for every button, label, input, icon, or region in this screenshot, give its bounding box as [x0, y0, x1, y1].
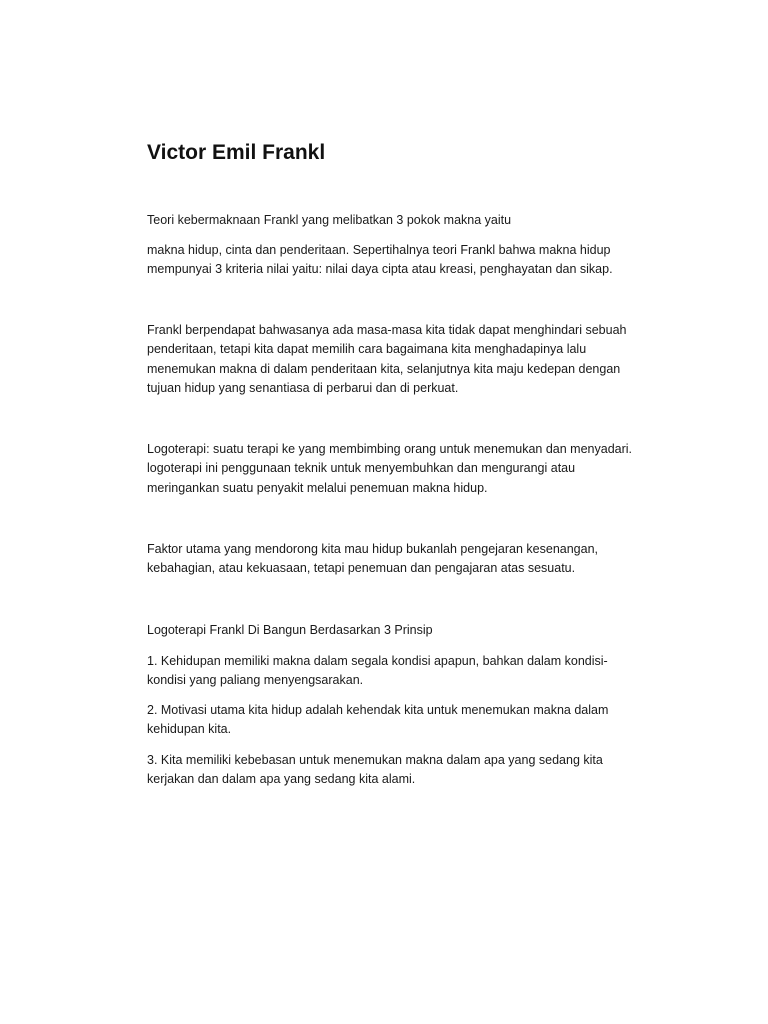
paragraph-intro	[147, 211, 667, 230]
paragraph-line: 1. Kehidupan memiliki makna dalam segala kondisi apapun, bahkan dalam kondisi-	[147, 654, 608, 668]
paragraph-line: Frankl berpendapat bahwasanya ada masa-masa kita tidak dapat menghindari sebuah	[147, 323, 627, 337]
paragraph-line: makna hidup, cinta dan penderitaan. Sepertihalnya teori Frankl bahwa makna hidup	[147, 243, 611, 257]
paragraph-main-factor	[147, 540, 667, 579]
paragraph-suffering	[147, 321, 667, 398]
list-item-principle-3	[147, 751, 667, 790]
list-item-principle-2	[147, 701, 667, 740]
paragraph-line: mempunyai 3 kriteria nilai yaitu: nilai daya cipta atau kreasi, penghayatan dan sikap.	[147, 262, 613, 277]
paragraph-line: kerjakan dan dalam apa yang sedang kita alami.	[147, 772, 416, 787]
paragraph-line: Logoterapi Frankl Di Bangun Berdasarkan 3 Prinsip	[147, 623, 433, 637]
paragraph-line: kebahagian, atau kekuasaan, tetapi penemuan dan pengajaran atas sesuatu.	[147, 561, 576, 576]
paragraph-line: kehidupan kita.	[147, 722, 232, 737]
paragraph-principles-heading	[147, 621, 667, 640]
paragraph-line: kondisi yang paliang menyengsarakan.	[147, 673, 364, 688]
paragraph-meaning-criteria	[147, 241, 667, 280]
paragraph-line: menemukan makna di dalam penderitaan kita, selanjutnya kita maju kedepan dengan	[147, 361, 621, 376]
paragraph-line: tujuan hidup yang senantiasa di perbarui dan di perkuat.	[147, 380, 459, 395]
paragraph-logotherapy	[147, 440, 667, 498]
paragraph-line: Logoterapi: suatu terapi ke yang membimbing orang untuk menemukan dan menyadari.	[147, 442, 633, 456]
paragraph-line: penderitaan, tetapi kita dapat memilih cara bagaimana kita menghadapinya lalu	[147, 342, 587, 357]
paragraph-line: meringankan suatu penyakit melalui penemuan makna hidup.	[147, 480, 488, 495]
paragraph-line: 2. Motivasi utama kita hidup adalah kehendak kita untuk menemukan makna dalam	[147, 703, 609, 717]
paragraph-line: 3. Kita memiliki kebebasan untuk menemukan makna dalam apa yang sedang kita	[147, 753, 603, 767]
paragraph-line: Teori kebermaknaan Frankl yang melibatkan 3 pokok makna yaitu	[147, 213, 512, 227]
list-item-principle-1	[147, 652, 667, 691]
paragraph-line: Faktor utama yang mendorong kita mau hidup bukanlah pengejaran kesenangan,	[147, 542, 599, 556]
document-title: Victor Emil Frankl	[147, 141, 326, 164]
paragraph-line: logoterapi ini penggunaan teknik untuk menyembuhkan dan mengurangi atau	[147, 461, 576, 476]
